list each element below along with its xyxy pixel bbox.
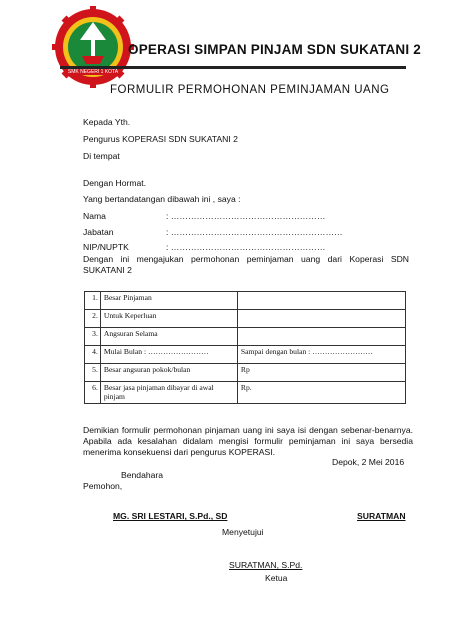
treasurer-role: Bendahara [121,470,164,480]
greeting: Dengan Hormat. [83,178,147,188]
addressee-line-2: Pengurus KOPERASI SDN SUKATANI 2 [83,134,238,144]
row-label: Untuk Keperluan [100,310,237,328]
table-row [85,346,406,364]
row-number: 4. [85,346,101,364]
approval-label: Menyetujui [222,527,264,537]
table-row [85,382,406,404]
applicant-name: SURATMAN [357,511,406,521]
table-row [85,292,406,310]
row-value[interactable] [237,292,405,310]
addressee-line-1: Kepada Yth. [83,117,131,127]
row-number: 3. [85,328,101,346]
chair-name: SURATMAN, S.Pd. [229,560,303,570]
row-number: 2. [85,310,101,328]
logo-text: SMK NEGERI 1 KOTA [67,68,119,75]
row-value[interactable] [237,328,405,346]
field-value-jabatan[interactable]: : …………………………………………………… [166,227,343,237]
row-label: Besar jasa pinjaman dibayar di awal pinjam [100,382,237,404]
row-value[interactable]: Rp [237,364,405,382]
intro-text: Yang bertandatangan dibawah ini , saya : [83,194,241,204]
row-label: Angsuran Selama [100,328,237,346]
organization-name: OPERASI SIMPAN PINJAM SDN SUKATANI 2 [128,42,421,57]
request-text: Dengan ini mengajukan permohonan peminjaman uang dari Koperasi SDN SUKATANI 2 [83,254,409,275]
row-number: 5. [85,364,101,382]
field-value-nama[interactable]: : ……………………………………………… [166,211,326,221]
row-label: Besar Pinjaman [100,292,237,310]
place-date: Depok, 2 Mei 2016 [332,457,405,467]
table-row [85,364,406,382]
addressee-line-3: Di tempat [83,151,120,161]
row-number: 6. [85,382,101,404]
field-label-nip: NIP/NUPTK [83,242,129,252]
table-row [85,328,406,346]
field-label-nama: Nama [83,211,106,221]
koperasi-logo [52,6,134,88]
loan-details-table [84,291,406,404]
closing-text: Demikian formulir permohonan pinjaman uang ini saya isi dengan sebenar-benarnya. Apabila ada kesalahan didalam mengisi formulir peminjaman ini saya bersedia menerima konsekuensi dari pengurus KOPERASI. [83,425,413,457]
chair-role: Ketua [265,573,288,583]
treasurer-name: MG. SRI LESTARI, S.Pd., SD [113,511,228,521]
form-title: FORMULIR PERMOHONAN PEMINJAMAN UANG [110,84,390,96]
row-number: 1. [85,292,101,310]
field-label-jabatan: Jabatan [83,227,114,237]
row-label: Mulai Bulan : …………………… [100,346,237,364]
field-value-nip[interactable]: : ……………………………………………… [166,242,326,252]
header-divider [60,66,406,69]
row-label: Besar angsuran pokok/bulan [100,364,237,382]
row-value[interactable]: Sampai dengan bulan : …………………… [237,346,405,364]
table-row [85,310,406,328]
row-value[interactable] [237,310,405,328]
applicant-role: Pemohon, [83,481,123,491]
row-value[interactable]: Rp. [237,382,405,404]
